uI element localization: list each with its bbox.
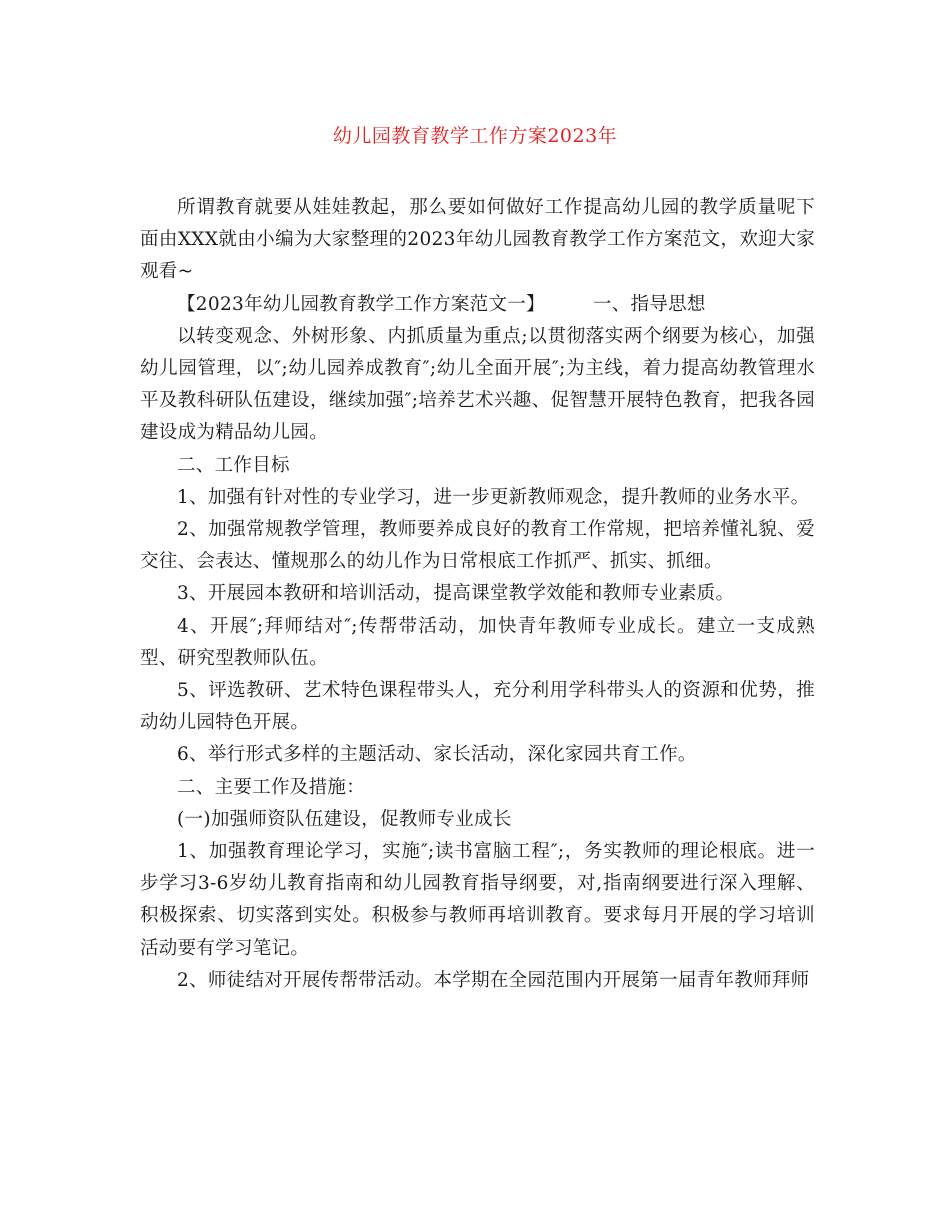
measure-item: 2、师徒结对开展传帮带活动。本学期在全园范围内开展第一届青年教师拜师 <box>177 969 810 991</box>
document-title: 幼儿园教育教学工作方案2023年 <box>332 125 618 147</box>
goal-item: 3、开展园本教研和培训活动，提高课堂教学效能和教师专业素质。 <box>177 583 735 605</box>
guiding-heading: 一、指导思想 <box>592 293 706 315</box>
document-body <box>140 192 815 997</box>
goal-item: 6、举行形式多样的主题活动、家长活动，深化家园共育工作。 <box>177 744 697 766</box>
subsection-heading: (一)加强师资队伍建设，促教师专业成长 <box>177 808 512 830</box>
guiding-paragraph: 以转变观念、外树形象、内抓质量为重点;以贯彻落实两个纲要为核心，加强幼儿园管理，以″;幼儿园养成教育″;幼儿全面开展″;为主线，着力提高幼教管理水平及教科研队伍建设，继续加强″;培养艺术兴趣、促智慧开展特色教育，把我各园建设成为精品幼儿园。 <box>140 325 815 444</box>
section-heading: 【2023年幼儿园教育教学工作方案范文一】 <box>177 293 545 315</box>
goal-item: 1、加强有针对性的专业学习，进一步更新教师观念，提升教师的业务水平。 <box>177 486 810 508</box>
goal-item: 2、加强常规教学管理，教师要养成良好的教育工作常规，把培养懂礼貌、爱交往、会表达、懂规那么的幼儿作为日常根底工作抓严、抓实、抓细。 <box>140 519 815 573</box>
goal-item: 5、评选教研、艺术特色课程带头人，充分利用学科带头人的资源和优势，推动幼儿园特色开展。 <box>140 680 815 734</box>
measures-heading: 二、主要工作及措施： <box>177 776 366 798</box>
goal-item: 4、开展″;拜师结对″;传帮带活动，加快青年教师专业成长。建立一支成熟型、研究型教师队伍。 <box>140 615 815 669</box>
measure-item: 1、加强教育理论学习，实施″;读书富脑工程″;，务实教师的理论根底。进一步学习3-6岁幼儿教育指南和幼儿园教育指导纲要，对,指南纲要进行深入理解、积极探索、切实落到实处。积极参与教师再培训教育。要求每月开展的学习培训活动要有学习笔记。 <box>140 841 815 959</box>
section-heading-line <box>140 289 815 321</box>
goals-heading: 二、工作目标 <box>177 454 290 476</box>
intro-paragraph: 所谓教育就要从娃娃教起，那么要如何做好工作提高幼儿园的教学质量呢下面由XXX就由小编为大家整理的2023年幼儿园教育教学工作方案范文，欢迎大家观看~ <box>140 197 815 283</box>
